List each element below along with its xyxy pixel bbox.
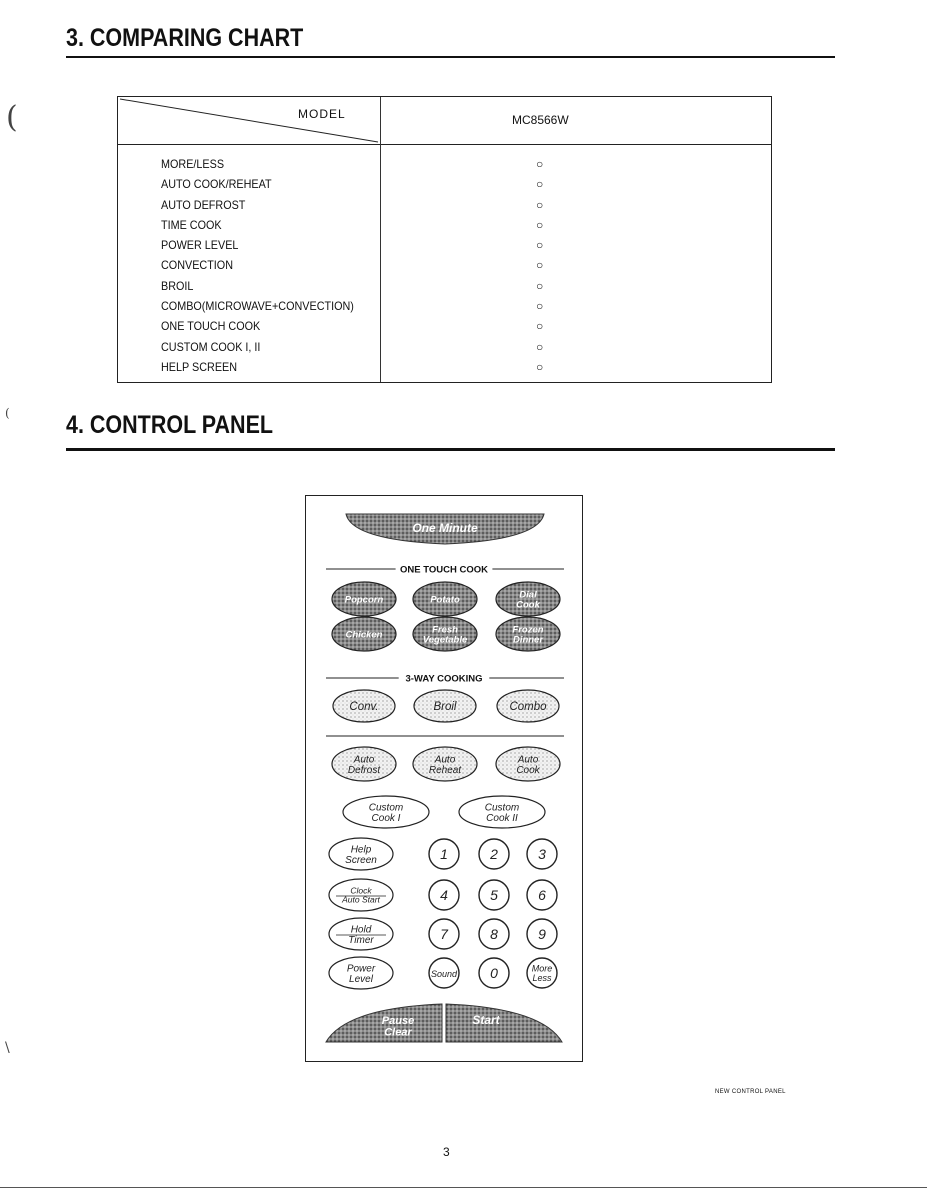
mark-list (536, 154, 543, 377)
feature-row-label: AUTO DEFROST (161, 197, 246, 212)
feature-available-mark: ○ (536, 157, 544, 171)
section-3-title: 3. COMPARING CHART (66, 24, 304, 52)
number-key-label: 3 (538, 846, 546, 862)
auto-key-label: Auto (517, 754, 539, 766)
three-way-section-label: 3-WAY COOKING (405, 673, 483, 685)
feature-available-mark: ○ (536, 258, 544, 273)
side-key-label: Timer (348, 934, 374, 946)
custom-key-label: Custom (368, 802, 404, 814)
feature-available-mark: ○ (536, 177, 544, 192)
pause-clear-label: Clear (384, 1026, 412, 1039)
feature-available-mark: ○ (536, 197, 544, 212)
table-header-model-name: MC8566W (512, 113, 569, 127)
feature-row-label: MORE/LESS (161, 157, 225, 171)
three-way-key-label: Combo (509, 701, 547, 713)
one-touch-key-label: Dinner (512, 634, 544, 646)
start-label: Start (472, 1013, 500, 1027)
feature-available-mark: ○ (536, 217, 544, 232)
feature-row-label: HELP SCREEN (161, 359, 238, 374)
auto-key-label: Cook (516, 764, 540, 776)
one-touch-key-label: Fresh (432, 624, 458, 636)
feature-available-mark: ○ (536, 359, 544, 374)
pause-clear-label: Pause (381, 1015, 415, 1028)
start-button[interactable] (446, 1004, 562, 1042)
number-key-label: 6 (538, 887, 546, 903)
auto-key-label: Reheat (428, 764, 462, 776)
feature-available-mark: ○ (536, 319, 544, 334)
number-key-label: 1 (440, 846, 448, 862)
feature-row-label: CUSTOM COOK I, II (161, 339, 261, 354)
feature-row-label: TIME COOK (161, 217, 222, 232)
feature-available-mark: ○ (536, 299, 544, 314)
custom-key-label: Cook II (486, 812, 518, 824)
footer-rule (0, 1187, 927, 1188)
feature-row-label: ONE TOUCH COOK (161, 319, 261, 334)
auto-key-label: Defrost (347, 764, 381, 776)
auto-key-label: Auto (434, 754, 456, 766)
page-number: 3 (443, 1145, 450, 1159)
one-touch-key-label: Cook (516, 599, 540, 611)
margin-tick-mark: ( (5, 406, 10, 420)
three-way-key-label: Broil (433, 701, 457, 713)
number-key-label: 0 (490, 965, 498, 981)
side-key-label: Hold (350, 924, 372, 936)
number-key-label: 9 (538, 926, 546, 942)
one-touch-key-label: Popcorn (344, 594, 384, 606)
table-header-model: MODEL (298, 107, 346, 121)
side-key-label: Level (349, 973, 373, 985)
number-key-label: 2 (490, 846, 498, 862)
one-touch-key-label: Chicken (345, 629, 383, 641)
feature-row-label: BROIL (161, 278, 194, 293)
feature-available-mark: ○ (536, 339, 544, 354)
control-panel (305, 495, 583, 1062)
margin-paren-mark: ( (6, 100, 18, 135)
control-panel-drawing (306, 496, 582, 1061)
side-key-label: Auto Start (342, 894, 380, 905)
section-4-rule (66, 448, 835, 451)
feature-list (161, 154, 375, 377)
one-minute-label: One Minute (412, 521, 478, 535)
more-less-key-label: Less (532, 972, 552, 983)
one-touch-section-label: ONE TOUCH COOK (400, 564, 488, 576)
feature-row-label: POWER LEVEL (161, 238, 239, 253)
more-less-key-label: More (531, 963, 553, 974)
custom-key-label: Custom (484, 802, 520, 814)
number-key-label: 4 (440, 887, 448, 903)
feature-row-label: AUTO COOK/REHEAT (161, 177, 272, 192)
custom-key-label: Cook I (371, 812, 401, 824)
one-touch-key-label: Frozen (512, 624, 544, 636)
side-key-label: Help (350, 844, 372, 856)
side-key-label: Power (346, 963, 376, 975)
number-key-label: 8 (490, 926, 498, 942)
feature-row-label: CONVECTION (161, 258, 234, 273)
one-touch-key-label: Dial (519, 589, 537, 601)
table-column-divider (380, 97, 381, 382)
table-header-row (118, 97, 771, 145)
three-way-key-label: Conv. (349, 701, 379, 713)
number-key-label: 7 (440, 926, 448, 942)
sound-key-label: Sound (430, 969, 458, 979)
one-touch-key-label: Potato (430, 594, 460, 606)
side-key-label: Screen (345, 854, 377, 866)
section-3-rule (66, 56, 835, 58)
comparison-table (117, 96, 772, 383)
auto-key-label: Auto (353, 754, 375, 766)
side-key-label: Clock (350, 885, 372, 896)
feature-row-label: COMBO(MICROWAVE+CONVECTION) (161, 299, 354, 314)
section-4-title: 4. CONTROL PANEL (66, 411, 274, 439)
feature-available-mark: ○ (536, 238, 544, 253)
panel-caption: NEW CONTROL PANEL (715, 1089, 786, 1095)
feature-available-mark: ○ (536, 278, 544, 293)
number-key-label: 5 (490, 887, 498, 903)
one-touch-key-label: Vegetable (422, 634, 468, 646)
margin-tick-mark: \ (5, 1040, 10, 1056)
